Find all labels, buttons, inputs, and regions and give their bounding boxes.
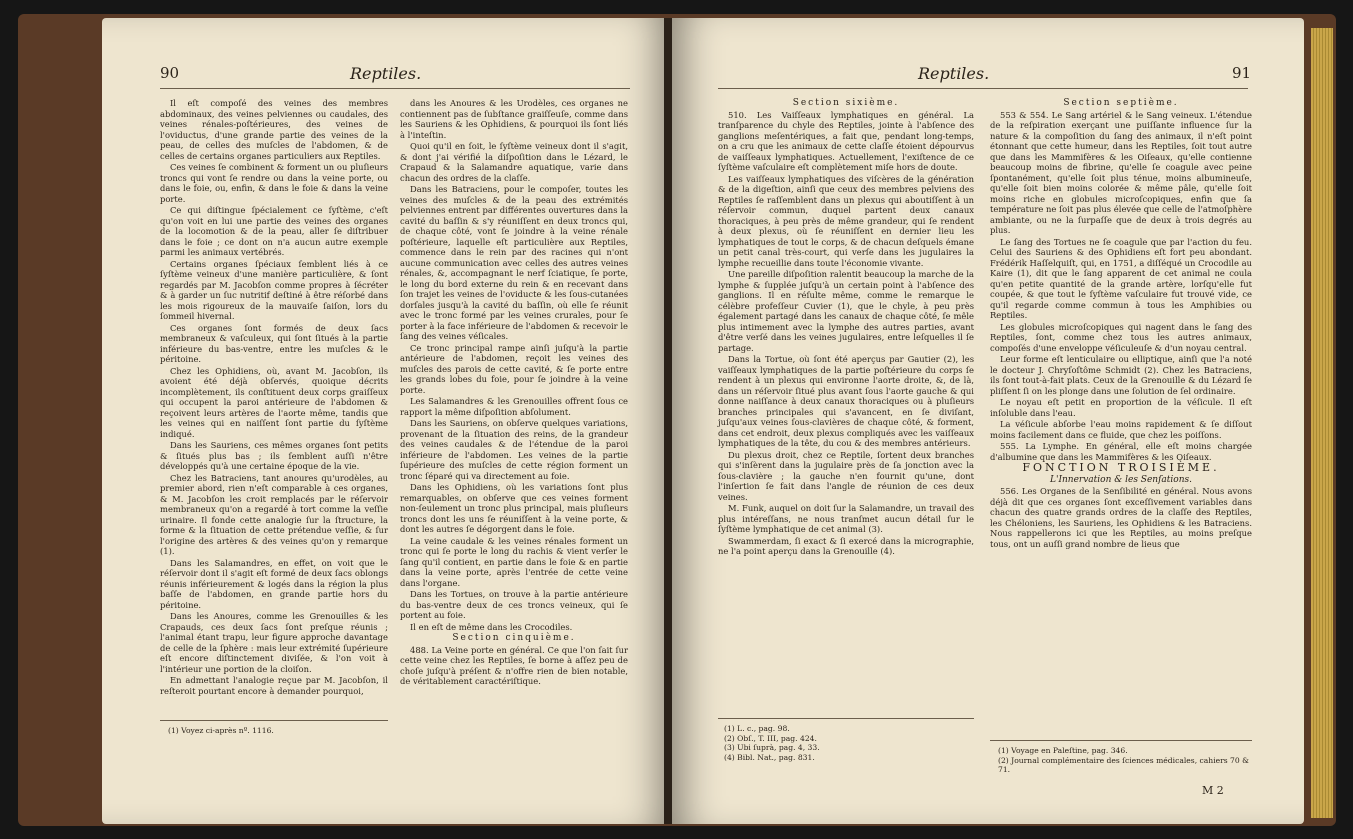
paragraph: Dans les Sauriens, ces mêmes organes ſont petits & ſitués plus bas ; ils ſemblent auſſi n'être développés qu'à une certaine époque de la vie. [160,440,388,471]
paragraph: Il eſt compoſé des veines des membres abdominaux, des veines pelviennes ou caudales, des veines rénales-poſtérieures, des veines de l'oviductus, d'une grande partie des veines de la peau, de celles des muſcles de l'abdomen, & de celles de certains organes particuliers aux Reptiles. [160,98,388,161]
paragraph: Dans la Tortue, où ſont été aperçus par Gautier (2), les vaiſſeaux lymphatiques de la partie poſtérieure du corps ſe rendent à un plexus qui environne l'aorte droite, &, de là, dans un réſervoir ſitué plus avant ſous l'aorte gauche & qui donne naiſſance à deux canaux thoraciques ou à pluſieurs branches principales qui s'avancent, en ſe diviſant, juſqu'aux veines ſous-clavières de chaque côté, & forment, dans cet endroit, deux plexus compliqués avec les vaiſſeaux lymphatiques de la tête, du cou & des membres antérieurs. [718,354,974,448]
paragraph: Dans les Ophidiens, où les variations ſont plus remarquables, on obſerve que ces veines forment non-ſeulement un tronc plus principal, mais pluſieurs troncs dont les uns ſe réuniſſent à la veine porte, & dont les autres ſe dégorgent dans le foie. [400,482,628,534]
paragraph: Dans les Anoures, comme les Grenouilles & les Crapauds, ces deux ſacs ſont preſque réunis ; l'animal étant trapu, leur figure approche davantage de celle de la ſphère : mais leur extrémité ſupérieure eſt encore diſtinctement diviſée, & l'on voit à l'intérieur une portion de la cloiſon. [160,611,388,674]
right-page [672,18,1304,824]
paragraph: Les vaiſſeaux lymphatiques des viſcères de la génération & de la digeſtion, ainſi que ceux des membres pelviens des Reptiles ſe raſſemblent dans un plexus qui aboutiſſent à un réſervoir commun, duquel partent deux canaux thoraciques, à peu près de même grandeur, qui ſe rendent à deux plexus, où ſe réuniſſent en dernier lieu les lymphatiques de tout le corps, & de chacun deſquels émane un petit canal très-court, qui verſe dans les jugulaires la lymphe recueillie dans toute l'économie vivante. [718,173,974,268]
folio-left: 90 [160,64,180,82]
footnotes [998,746,1252,775]
paragraph: Le noyau eſt petit en proportion de la véſicule. Il eſt inſoluble dans l'eau. [990,397,1252,418]
paragraph: Ce tronc principal rampe ainſi juſqu'à la partie antérieure de l'abdomen, reçoit les veines des muſcles des parois de cette cavité, & ſe porte entre les grands lobes du foie, pour ſe joindre à la veine porte. [400,342,628,395]
paragraph: Quoi qu'il en ſoit, le ſyſtème veineux dont il s'agit, & dont j'ai vérifié la diſpoſition dans le Lézard, le Crapaud & la Salamandre aquatique, varie dans chacun des ordres de la claſſe. [400,141,628,183]
paragraph: Chez les Ophidiens, où, avant M. Jacobſon, ils avoient été déjà obſervés, quoique décrits incomplètement, ils conſtituent deux corps graiſſeux qui occupent la paroi antérieure de l'abdomen & reçoivent leurs artères de l'aorte même, tandis que les veines qui en naiſſent ſont partie du ſyſtème indiqué. [160,365,388,439]
paragraph: 510. Les Vaiſſeaux lymphatiques en général. La tranſparence du chyle des Reptiles, jointe à l'abſence des ganglions meſentériques, a fait que, pendant long-temps, on a cru que les animaux de cette claſſe étoient dépourvus de vaiſſeaux lymphatiques. Actuellement, l'exiſtence de ce ſyſtème vaſculaire eſt complètement miſe hors de doute. [718,109,974,172]
left-column-2 [400,98,628,688]
footnote: (2) Obſ., T. III, pag. 424. [724,733,817,743]
footnote: (1) Voyage en Paleſtine, pag. 346. [998,746,1128,755]
footnote: (1) L. c., pag. 98. [724,724,790,733]
paragraph: La veine caudale & les veines rénales forment un tronc qui ſe porte le long du rachis & vient verſer le ſang qu'il contient, en partie dans le foie & en partie dans la veine porte, après l'entrée de cette veine dans l'organe. [400,535,628,588]
running-head-left: Reptiles. [350,64,422,83]
left-page [102,18,670,824]
footnote: (3) Ubi ſuprà, pag. 4, 33. [724,743,820,752]
chapter-heading: FONCTION TROISIÈME. [1022,461,1220,474]
fore-edge [1311,28,1333,818]
paragraph: 556. Les Organes de la Senſibilité en général. Nous avons déjà dit que ces organes ſont exceſſivement variables dans chacun des quatre grands ordres de la claſſe des Reptiles, les Chéloniens, les Sauriens, les Ophidiens & les Batraciens. Nous rappellerons ici que les Reptiles, au moins preſque tous, ont un auſſi grand nombre de lieus que [990,486,1252,549]
footnote: (4) Bibl. Nat., pag. 831. [724,752,815,762]
section-heading: Section septième. [1063,98,1179,108]
right-column-2 [990,98,1252,550]
paragraph: Chez les Batraciens, tant anoures qu'urodèles, au premier abord, rien n'eſt comparable à ces organes, & M. Jacobſon les croit remplacés par le réſervoir membraneux qu'on a regardé à tort comme la veſſie urinaire. Il fonde cette analogie ſur la ſtructure, la forme & la ſituation de cette prétendue veſſie, & ſur l'origine des artères & des veines qu'on y remarque (1). [160,472,388,556]
footnote-rule [718,718,974,719]
paragraph: Il en eſt de même dans les Crocodiles. [410,621,573,632]
folio-right: 91 [1232,64,1252,82]
paragraph: Les Salamandres & les Grenouilles offrent ſous ce rapport la même diſpoſition abſolument. [400,396,628,417]
paragraph: Ces organes ſont formés de deux ſacs membraneux & vaſculeux, qui ſont ſitués à la partie inférieure du bas-ventre, entre les muſcles & le péritoine. [160,322,388,364]
paragraph: Leur forme eſt lenticulaire ou elliptique, ainſi que l'a noté le docteur J. Chryſoſtôme Schmidt (2). Chez les Batraciens, ils ſont tout-à-fait plats. Ceux de la Grenouille & du Lézard ſe pliſſent ſi on les plonge dans une ſolution de ſel ordinaire. [990,354,1252,396]
paragraph: Ces veines ſe combinent & forment un ou pluſieurs troncs qui vont ſe rendre ou dans la veine porte, ou dans le foie, ou, enfin, & dans le foie & dans la veine porte. [160,162,388,204]
paragraph: Le ſang des Tortues ne ſe coagule que par l'action du feu. Celui des Sauriens & des Ophidiens eſt fort peu abondant. Frédérik Haſſelquiſt, qui, en 1751, a diſſéqué un Crocodile au Kaire (1), dit que le ſang apparent de cet animal ne coula qu'en petite quantité de la grande artère, lorſqu'elle fut coupée, & que tout le ſyſtème vaſculaire fut trouvé vide, ce qu'il regarde comme commun à tous les Amphibies ou Reptiles. [990,236,1252,320]
paragraph: Dans les Tortues, on trouve à la partie antérieure du bas-ventre deux de ces troncs veineux, qui ſe portent au foie. [400,589,628,620]
paragraph: Dans les Sauriens, on obſerve quelques variations, provenant de la ſituation des reins, de la grandeur des veines caudales & de l'étendue de la paroi inférieure de l'abdomen. Les veines de la partie ſupérieure des muſcles de cette région forment un tronc ſéparé qui va directement au foie. [400,418,628,481]
head-rule-left [160,88,630,89]
footnote-rule [990,740,1252,741]
paragraph: Swammerdam, ſi exact & ſi exercé dans la micrographie, ne l'a point aperçu dans la Grenouille (4). [718,535,974,556]
running-head-right: Reptiles. [918,64,990,83]
paragraph: Dans les Batraciens, pour le compoſer, toutes les veines des muſcles & de la peau des extrémités pelviennes entrent par différentes ouvertures dans la cavité du baſſin & s'y réuniſſent en deux troncs qui, de chaque côté, vont ſe joindre à la veine rénale poſtérieure, laquelle eſt particulière aux Reptiles, commence dans le rein par des racines qui n'ont aucune communication avec celles des autres veines rénales, &, accompagnant le nerf ſciatique, ſe porte, le long du bord externe du rein & en recevant dans ſon trajet les veines de l'oviducte & les ſous-cutanées dorſales jusqu'à la cavité du baſſin, où elle ſe réunit avec le tronc formé par les veines crurales, pour ſe porter à la face inférieure de l'abdomen & recevoir le ſang des veines véſicales. [400,184,628,341]
paragraph: M. Funk, auquel on doit ſur la Salamandre, un travail des plus intéreſſans, ne nous tranſmet aucun détail ſur le ſyſtème lymphatique de cet animal (3). [718,503,974,534]
paragraph: 488. La Veine porte en général. Ce que l'on ſait ſur cette veine chez les Reptiles, ſe borne à aſſez peu de choſe juſqu'à préſent & n'offre rien de bien notable, de véritablement caractériſtique. [400,644,628,686]
footnote: (2) Journal complémentaire des ſciences médicales, cahiers 70 & 71. [998,755,1249,774]
paragraph: Les globules microſcopiques qui nagent dans le ſang des Reptiles, ſont, comme chez tous les autres animaux, compoſés d'une enveloppe véſiculeuſe & d'un noyau central. [990,321,1252,353]
footnotes [724,724,974,762]
left-column-1 [160,98,388,697]
footnote: (1) Voyez ci-après nº. 1116. [168,726,274,735]
section-heading: Section sixième. [792,98,900,108]
right-column-1 [718,98,974,558]
paragraph: En admettant l'analogie reçue par M. Jacobſon, il reſteroit pourtant encore à demander pourquoi, [160,675,388,696]
signature-mark: M 2 [1202,784,1224,797]
section-heading: Section cinquième. [452,633,576,643]
paragraph: Du plexus droit, chez ce Reptile, ſortent deux branches qui s'inſèrent dans la jugulaire près de ſa jonction avec la ſous-clavière ; la gauche n'en fournit qu'une, dont l'inſertion ſe fait dans l'angle de réunion de ces deux veines. [718,449,974,502]
paragraph: Dans les Salamandres, en effet, on voit que le réſervoir dont il s'agit eſt formé de deux ſacs oblongs réunis inférieurement & logés dans la région la plus baſſe de l'abdomen, en grande partie hors du péritoine. [160,557,388,610]
paragraph: Certains organes ſpéciaux ſemblent liés à ce ſyſtème veineux d'une manière particulière, & ſont regardés par M. Jacobſon comme propres à ſécréter & à garder un ſuc nutritif deſtiné à être réſorbé dans les mois rigoureux de la mauvaiſe ſaiſon, lors du ſommeil hivernal. [160,258,388,321]
footnote-rule [160,720,388,721]
paragraph: dans les Anoures & les Urodèles, ces organes ne contiennent pas de ſubſtance graiſſeuſe, comme dans les Sauriens & les Ophidiens, & pourquoi ils ſont liés à l'inteſtin. [400,98,628,140]
head-rule-right [718,88,1248,89]
paragraph: Ce qui diſtingue ſpécialement ce ſyſtème, c'eſt qu'on voit en lui une partie des veines des organes de la locomotion & de la peau, aller ſe diſtribuer dans le foie ; ce dont on n'a aucun autre exemple parmi les animaux vertébrés. [160,205,388,257]
paragraph: Une pareille diſpoſition ralentit beaucoup la marche de la lymphe & ſupplée juſqu'à un certain point à l'abſence des ganglions. Il en réſulte même, comme le remarque le célèbre profeſſeur Cuvier (1), que le chyle, à peu près également partagé dans les canaux de chaque côté, ſe mêle plus intimement avec la lymphe des autres parties, avant d'être verſé dans les veines jugulaires, entre leſquelles il ſe partage. [718,269,974,353]
chapter-subheading: L'Innervation & les Senſations. [1050,474,1192,485]
paragraph: La véſicule abſorbe l'eau moins rapidement & ſe diſſout moins facilement dans ce fluide, que chez les poiſſons. [990,419,1252,440]
paragraph: 555. La Lymphe. En général, elle eſt moins chargée d'albumine que dans les Mammifères & les Oiſeaux. [990,441,1252,462]
paragraph: 553 & 554. Le Sang artériel & le Sang veineux. L'étendue de la reſpiration exerçant une puiſſante influence ſur la nature & la compoſition du ſang des animaux, il n'eſt point étonnant que cette humeur, dans les Reptiles, ſoit tout autre que dans les Mammifères & les Oiſeaux, qu'elle contienne beaucoup moins de fibrine, qu'elle ſe coagule avec peine ſpontanément, qu'elle ſoit plus ténue, moins albumineuſe, qu'elle ſoit bien moins colorée & même pâle, qu'elle ſoit moins riche en globules microſcopiques, enfin que ſa température ne ſoit pas plus élevée que celle de l'atmoſphère ambiante, ou ne la ſurpaſſe que de deux à trois degrés au plus. [990,109,1252,235]
